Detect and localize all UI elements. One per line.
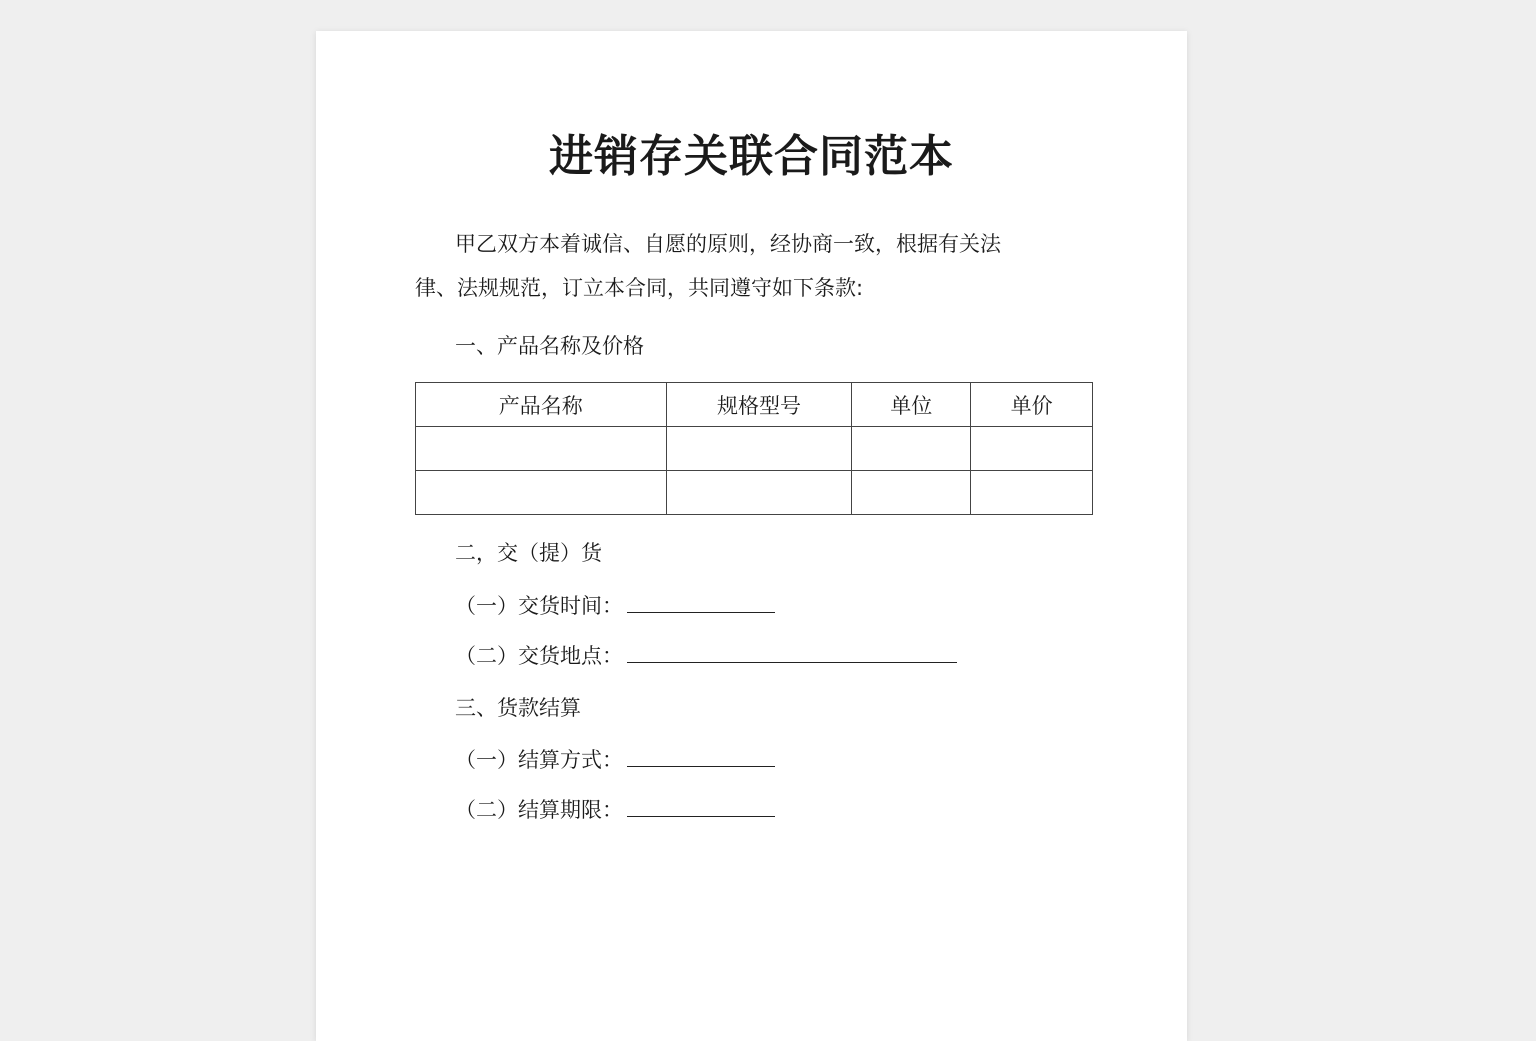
delivery-time-row bbox=[455, 590, 775, 621]
section-1-heading: 一、产品名称及价格 bbox=[455, 334, 644, 358]
table-cell[interactable] bbox=[416, 471, 667, 515]
table-header-unit: 单位 bbox=[852, 383, 971, 427]
settlement-term-row bbox=[455, 794, 775, 825]
table-cell[interactable] bbox=[666, 471, 852, 515]
table-cell[interactable] bbox=[852, 471, 971, 515]
document-page bbox=[316, 31, 1187, 1041]
settlement-term-blank[interactable] bbox=[627, 794, 775, 817]
delivery-time-blank[interactable] bbox=[627, 590, 775, 613]
table-cell[interactable] bbox=[971, 471, 1093, 515]
settlement-method-row bbox=[455, 744, 775, 775]
settlement-method-label: （一）结算方式： bbox=[455, 748, 623, 772]
document-title: 进销存关联合同范本 bbox=[549, 131, 954, 182]
table-cell[interactable] bbox=[852, 427, 971, 471]
table-cell[interactable] bbox=[971, 427, 1093, 471]
product-table bbox=[415, 382, 1093, 515]
table-header-product-name: 产品名称 bbox=[416, 383, 667, 427]
table-row bbox=[416, 471, 1093, 515]
settlement-method-blank[interactable] bbox=[627, 744, 775, 767]
intro-line-1-text: 甲乙双方本着诚信、自愿的原则，经协商一致，根据有关法 bbox=[455, 232, 1001, 256]
table-cell[interactable] bbox=[416, 427, 667, 471]
delivery-place-label: （二）交货地点： bbox=[455, 644, 623, 668]
intro-paragraph bbox=[415, 222, 1095, 310]
section-2-heading: 二，交（提）货 bbox=[455, 541, 602, 565]
intro-line-1 bbox=[415, 222, 1095, 266]
intro-line-2: 律、法规规范，订立本合同，共同遵守如下条款: bbox=[415, 276, 864, 300]
delivery-place-row bbox=[455, 640, 957, 671]
section-3-heading: 三、货款结算 bbox=[455, 696, 581, 720]
table-header-unit-price: 单价 bbox=[971, 383, 1093, 427]
delivery-place-blank[interactable] bbox=[627, 640, 957, 663]
delivery-time-label: （一）交货时间： bbox=[455, 594, 623, 618]
settlement-term-label: （二）结算期限： bbox=[455, 798, 623, 822]
table-header-row bbox=[416, 383, 1093, 427]
table-header-spec-model: 规格型号 bbox=[666, 383, 852, 427]
table-cell[interactable] bbox=[666, 427, 852, 471]
table-row bbox=[416, 427, 1093, 471]
